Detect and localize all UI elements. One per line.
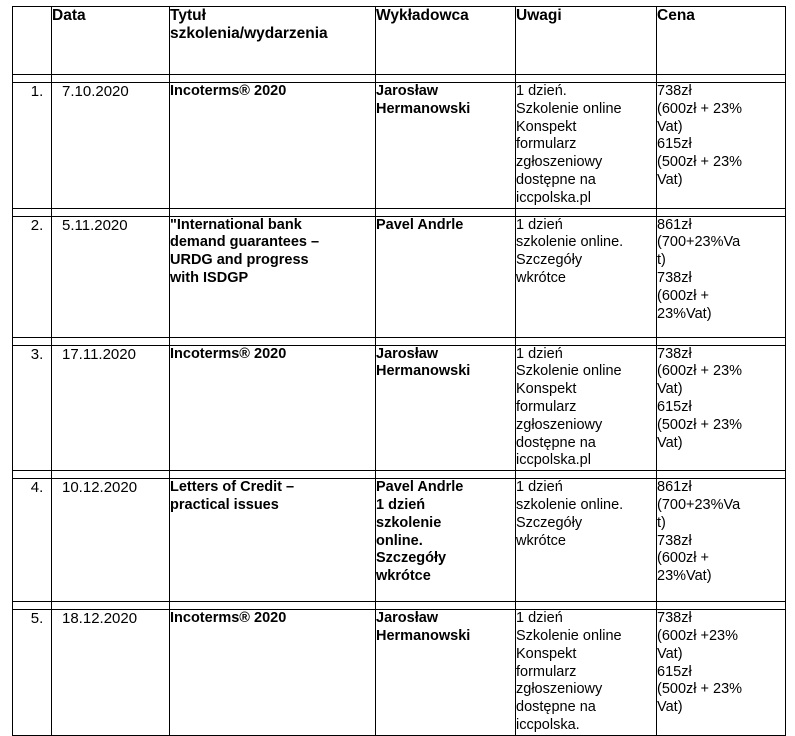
row-title-line: Incoterms® 2020 <box>170 610 287 627</box>
row-number: 3. <box>13 345 52 471</box>
table-row <box>13 345 786 471</box>
spacer-cell <box>657 75 786 83</box>
row-number: 5. <box>13 610 52 736</box>
table-row <box>13 479 786 602</box>
row-notes-line: szkolenie online. <box>516 234 624 251</box>
row-price-line: Vat) <box>657 171 683 188</box>
row-lecturer-line: Jarosław <box>376 83 439 99</box>
spacer-cell <box>52 75 170 83</box>
row-notes-line: 1 dzień <box>516 216 563 233</box>
spacer-cell <box>52 208 170 216</box>
row-lecturer <box>376 83 516 209</box>
row-price-line: Vat) <box>657 699 683 716</box>
spacer-cell <box>516 208 657 216</box>
row-notes-line: formularz <box>516 398 577 415</box>
row-price-line: 738zł <box>657 610 692 627</box>
row-price-line: (500zł + 23% <box>657 154 743 171</box>
row-notes-line: wkrótce <box>516 269 566 286</box>
header-notes: Uwagi <box>516 7 657 75</box>
spacer-cell <box>170 471 376 479</box>
spacer-cell <box>657 471 786 479</box>
row-notes-line: Szkolenie online <box>516 100 622 117</box>
row-spacer <box>13 75 786 83</box>
row-title-line: practical issues <box>170 496 279 513</box>
row-title-line: Incoterms® 2020 <box>170 345 287 362</box>
table-row <box>13 216 786 337</box>
row-price-line: (700+23%Va <box>657 234 741 251</box>
row-price-line: 615zł <box>657 398 692 415</box>
row-lecturer-line: online. <box>376 532 423 549</box>
row-notes <box>516 83 657 209</box>
row-title-line: Incoterms® 2020 <box>170 83 287 99</box>
header-title <box>170 7 376 75</box>
spacer-cell <box>170 208 376 216</box>
header-title-line: szkolenia/wydarzenia <box>170 25 328 42</box>
row-notes <box>516 610 657 736</box>
row-lecturer <box>376 345 516 471</box>
spacer-cell <box>52 337 170 345</box>
row-price-line: 738zł <box>657 532 692 549</box>
row-title <box>170 610 376 736</box>
row-notes-line: Szkolenie online <box>516 627 622 644</box>
row-price-line: t) <box>657 514 666 531</box>
row-notes <box>516 479 657 602</box>
spacer-cell <box>52 471 170 479</box>
row-notes-line: zgłoszeniowy <box>516 681 603 698</box>
row-date: 10.12.2020 <box>52 479 170 602</box>
row-notes-line: 1 dzień <box>516 610 563 627</box>
header-number <box>13 7 52 75</box>
spacer-cell <box>170 602 376 610</box>
row-price-line: 23%Vat) <box>657 568 712 585</box>
row-title <box>170 83 376 209</box>
row-notes-line: formularz <box>516 136 577 153</box>
row-title-line: "International bank <box>170 216 302 233</box>
row-spacer <box>13 337 786 345</box>
table-row <box>13 83 786 209</box>
row-price-line: 861zł <box>657 479 692 496</box>
row-notes-line: Konspekt <box>516 381 577 398</box>
spacer-cell <box>516 337 657 345</box>
row-number: 4. <box>13 479 52 602</box>
row-price-line: 615zł <box>657 663 692 680</box>
row-title-line: with ISDGP <box>170 269 249 286</box>
row-price-line: (600zł +23% <box>657 627 739 644</box>
row-notes-line: iccpolska.pl <box>516 452 591 469</box>
row-title-line: URDG and progress <box>170 252 309 269</box>
row-price <box>657 345 786 471</box>
header-price: Cena <box>657 7 786 75</box>
row-lecturer-line: 1 dzień <box>376 496 426 513</box>
spacer-cell <box>657 602 786 610</box>
row-price <box>657 216 786 337</box>
row-notes-line: Szczegóły <box>516 252 583 269</box>
row-lecturer-line: wkrótce <box>376 568 431 585</box>
row-title-line: Letters of Credit – <box>170 479 295 496</box>
row-lecturer-line: Jarosław <box>376 610 439 627</box>
row-price-line: 615zł <box>657 136 692 153</box>
spacer-cell <box>376 208 516 216</box>
header-row <box>13 7 786 75</box>
row-spacer <box>13 602 786 610</box>
row-notes-line: szkolenie online. <box>516 496 624 513</box>
row-title <box>170 479 376 602</box>
spacer-cell <box>13 208 52 216</box>
row-notes <box>516 216 657 337</box>
row-price-line: (600zł + <box>657 287 709 304</box>
row-lecturer-line: Szczegóły <box>376 550 447 567</box>
header-title-line: Tytuł <box>170 7 206 24</box>
row-title <box>170 216 376 337</box>
row-lecturer-line: Pavel Andrle <box>376 479 464 496</box>
row-title <box>170 345 376 471</box>
spacer-cell <box>516 602 657 610</box>
row-notes-line: zgłoszeniowy <box>516 416 603 433</box>
row-lecturer-line: Hermanowski <box>376 100 471 117</box>
row-price-line: 738zł <box>657 269 692 286</box>
spacer-cell <box>657 208 786 216</box>
row-date: 7.10.2020 <box>52 83 170 209</box>
spacer-cell <box>516 471 657 479</box>
row-lecturer-line: Jarosław <box>376 345 439 362</box>
row-notes-line: Konspekt <box>516 645 577 662</box>
row-price-line: (700+23%Va <box>657 496 741 513</box>
row-title-line: demand guarantees – <box>170 234 320 251</box>
spacer-cell <box>376 602 516 610</box>
spacer-cell <box>516 75 657 83</box>
header-date: Data <box>52 7 170 75</box>
row-notes-line: iccpolska.pl <box>516 189 591 206</box>
row-price-line: 738zł <box>657 345 692 362</box>
row-price-line: Vat) <box>657 381 683 398</box>
row-date: 17.11.2020 <box>52 345 170 471</box>
row-price-line: 738zł <box>657 83 692 99</box>
spacer-cell <box>170 337 376 345</box>
row-notes-line: dostępne na <box>516 171 596 188</box>
row-notes-line: 1 dzień <box>516 345 563 362</box>
row-price-line: (500zł + 23% <box>657 681 743 698</box>
row-price-line: Vat) <box>657 118 683 135</box>
row-lecturer-line: Hermanowski <box>376 627 471 644</box>
training-schedule-table <box>12 6 786 736</box>
row-notes-line: wkrótce <box>516 532 566 549</box>
row-lecturer-line: Pavel Andrle <box>376 216 464 233</box>
row-price-line: (600zł + 23% <box>657 363 743 380</box>
row-price-line: (500zł + 23% <box>657 416 743 433</box>
spacer-cell <box>376 75 516 83</box>
row-number: 1. <box>13 83 52 209</box>
row-spacer <box>13 208 786 216</box>
row-notes <box>516 345 657 471</box>
row-notes-line: 1 dzień <box>516 479 563 496</box>
row-lecturer <box>376 216 516 337</box>
row-notes-line: dostępne na <box>516 699 596 716</box>
row-notes-line: Szkolenie online <box>516 363 622 380</box>
row-price-line: Vat) <box>657 645 683 662</box>
row-price-line: 23%Vat) <box>657 305 712 322</box>
spacer-cell <box>13 337 52 345</box>
spacer-cell <box>376 471 516 479</box>
row-price-line: Vat) <box>657 434 683 451</box>
row-notes-line: 1 dzień. <box>516 83 567 99</box>
row-notes-line: zgłoszeniowy <box>516 154 603 171</box>
row-price-line: 861zł <box>657 216 692 233</box>
spacer-cell <box>52 602 170 610</box>
spacer-cell <box>376 337 516 345</box>
row-lecturer-line: Hermanowski <box>376 363 471 380</box>
table-row <box>13 610 786 736</box>
table-body <box>13 75 786 736</box>
row-price-line: (600zł + 23% <box>657 100 743 117</box>
row-notes-line: dostępne na <box>516 434 596 451</box>
row-notes-line: Szczegóły <box>516 514 583 531</box>
row-price <box>657 610 786 736</box>
row-lecturer <box>376 479 516 602</box>
row-price-line: (600zł + <box>657 550 709 567</box>
header-lecturer: Wykładowca <box>376 7 516 75</box>
row-lecturer-line: szkolenie <box>376 514 442 531</box>
spacer-cell <box>13 75 52 83</box>
row-notes-line: iccpolska. <box>516 716 580 733</box>
spacer-cell <box>170 75 376 83</box>
row-notes-line: formularz <box>516 663 577 680</box>
spacer-cell <box>13 471 52 479</box>
row-number: 2. <box>13 216 52 337</box>
spacer-cell <box>13 602 52 610</box>
row-spacer <box>13 471 786 479</box>
spacer-cell <box>657 337 786 345</box>
row-lecturer <box>376 610 516 736</box>
row-date: 5.11.2020 <box>52 216 170 337</box>
row-price <box>657 479 786 602</box>
row-notes-line: Konspekt <box>516 118 577 135</box>
row-date: 18.12.2020 <box>52 610 170 736</box>
row-price-line: t) <box>657 252 666 269</box>
row-price <box>657 83 786 209</box>
